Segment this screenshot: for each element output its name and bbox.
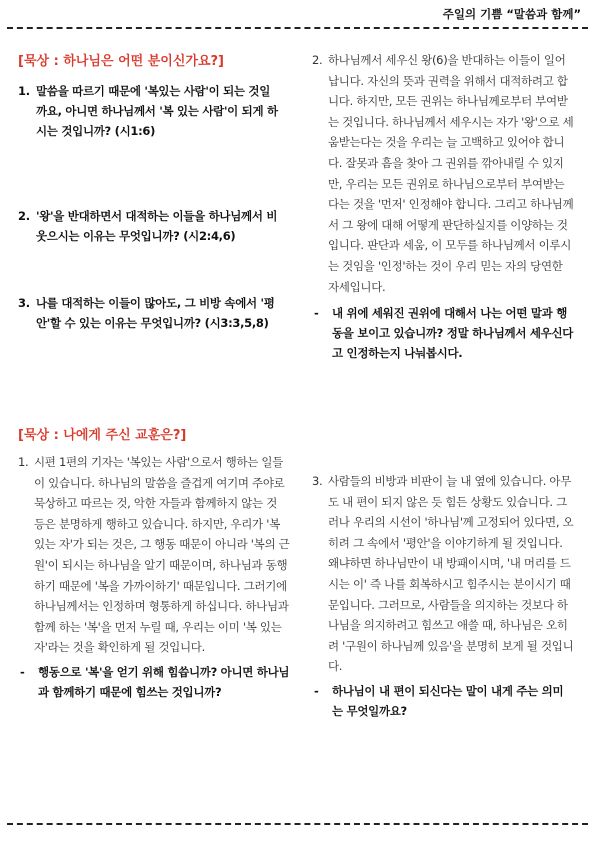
bottom-divider xyxy=(7,823,588,825)
question-3-text: 나를 대적하는 이들이 많아도, 그 비방 속에서 '평안'할 수 있는 이유는 무엇입니까? (시3:3,5,8) xyxy=(36,296,275,330)
meditation-1-title: [묵상 : 하나님은 어떤 분이신가요?] xyxy=(18,54,224,69)
question-1-text: 말씀을 따르기 때문에 '복있는 사람'이 되는 것일까요, 아니면 하나님께서 '복 있는 사람'이 되게 하시는 것입니까? (시1:6) xyxy=(36,84,278,138)
meditation-2-title: [묵상 : 나에게 주신 교훈은?] xyxy=(18,428,187,443)
answer-3-paragraph xyxy=(312,471,574,677)
answer-1-text: 시편 1편의 기자는 '복있는 사람'으로서 행하는 일들이 있습니다. 하나님의 말씀을 즐겁게 여기며 주야로 묵상하고 따르는 것, 악한 자들과 함께하지 않는 것 등은 분명하게 행하고 있습니다. 하지만, 우리가 '복 있는 자'가 되는 것은, 그 행동 때문이 아니라 '복의 근원'이 되시는 하나님을 알기 때문이며, 하나님과 동행하기 때문에 '복을 가까이하기' 때문입니다. 그러기에 하나님께서는 인정하며 형통하게 하십니다. 하나님과 함께 하는 '복'을 먼저 누릴 때, 우리는 이미 '복 있는 자'라는 것을 확인하게 될 것입니다. xyxy=(34,455,290,655)
answer-1-discussion xyxy=(18,662,290,702)
top-divider xyxy=(7,27,588,29)
meditation-1-section xyxy=(18,50,280,333)
meditation-1-questions xyxy=(18,81,280,333)
answer-3-number: 3. xyxy=(312,474,323,488)
page-header-title: 주일의 기쁨 “말씀과 함께” xyxy=(442,7,581,21)
meditation-2-section xyxy=(18,424,290,702)
answer-1-discussion-text: 행동으로 '복'을 얻기 위해 힘씁니까? 아니면 하나님과 함께하기 때문에 힘쓰는 것입니까? xyxy=(38,664,290,699)
answer-3-discussion xyxy=(312,681,574,721)
answer-2-paragraph xyxy=(312,50,574,297)
answer-1-paragraph xyxy=(18,452,290,658)
answer-2-discussion-text: 내 위에 세워진 권위에 대해서 나는 어떤 말과 행동을 보이고 있습니까? 정말 하나님께서 세우신다고 인정하는지 나눠봅시다. xyxy=(332,306,574,361)
dash-marker: - xyxy=(314,306,319,321)
answer-2-number: 2. xyxy=(312,53,323,67)
question-3-number: 3. xyxy=(18,296,30,310)
answer-2-discussion xyxy=(312,303,574,363)
answer-2-section xyxy=(312,50,574,363)
question-3 xyxy=(18,293,280,333)
question-2-text: '왕'을 반대하면서 대적하는 이들을 하나님께서 비웃으시는 이유는 무엇입니까? (시2:4,6) xyxy=(36,209,278,243)
dash-marker: - xyxy=(314,683,319,698)
answer-2-text: 하나님께서 세우신 왕(6)을 반대하는 이들이 일어납니다. 자신의 뜻과 권력을 위해서 대적하려고 합니다. 하지만, 모든 권위는 하나님께로부터 부여받는 것입니다. 하나님께서 세우시는 자가 '왕'으로 세움받는다는 것을 우리는 늘 고백하고 있어야 합니다. 잘못과 흠을 찾아 그 권위를 깎아내릴 수 있지만, 우리는 모든 권위로 하나님으로부터 부여받는다는 것을 '먼저' 인정해야 합니다. 그리고 하나님께서 그 왕에 대해 어떻게 판단하실지를 이양하는 것입니다. 판단과 세움, 이 모두를 하나님께서 이루시는 것임을 '인정'하는 것이 우리 믿는 자의 당연한 자세입니다. xyxy=(328,53,574,294)
answer-3-discussion-text: 하나님이 내 편이 되신다는 말이 내게 주는 의미는 무엇일까요? xyxy=(332,683,564,718)
answer-3-text: 사람들의 비방과 비판이 늘 내 옆에 있습니다. 아무도 내 편이 되지 않은 듯 힘든 상황도 있습니다. 그러나 우리의 시선이 '하나님'께 고정되어 있다면, 오히려 그 속에서 '평안'을 이야기하게 될 것입니다. 왜냐하면 하나님만이 내 방패이시며, '내 머리를 드시는 이' 즉 나를 회복하시고 힘주시는 분이시기 때문입니다. 그러므로, 사람들을 의지하는 것보다 하나님을 의지하려고 힘쓰고 애쓸 때, 하나님은 오히려 '구원이 하나님께 있음'을 분명히 보게 될 것입니다. xyxy=(328,474,574,674)
answer-1-number: 1. xyxy=(18,455,29,469)
question-1-number: 1. xyxy=(18,84,30,98)
answer-3-section xyxy=(312,471,574,721)
question-1 xyxy=(18,81,280,141)
dash-marker: - xyxy=(20,664,25,679)
question-2 xyxy=(18,206,280,246)
question-2-number: 2. xyxy=(18,209,30,223)
